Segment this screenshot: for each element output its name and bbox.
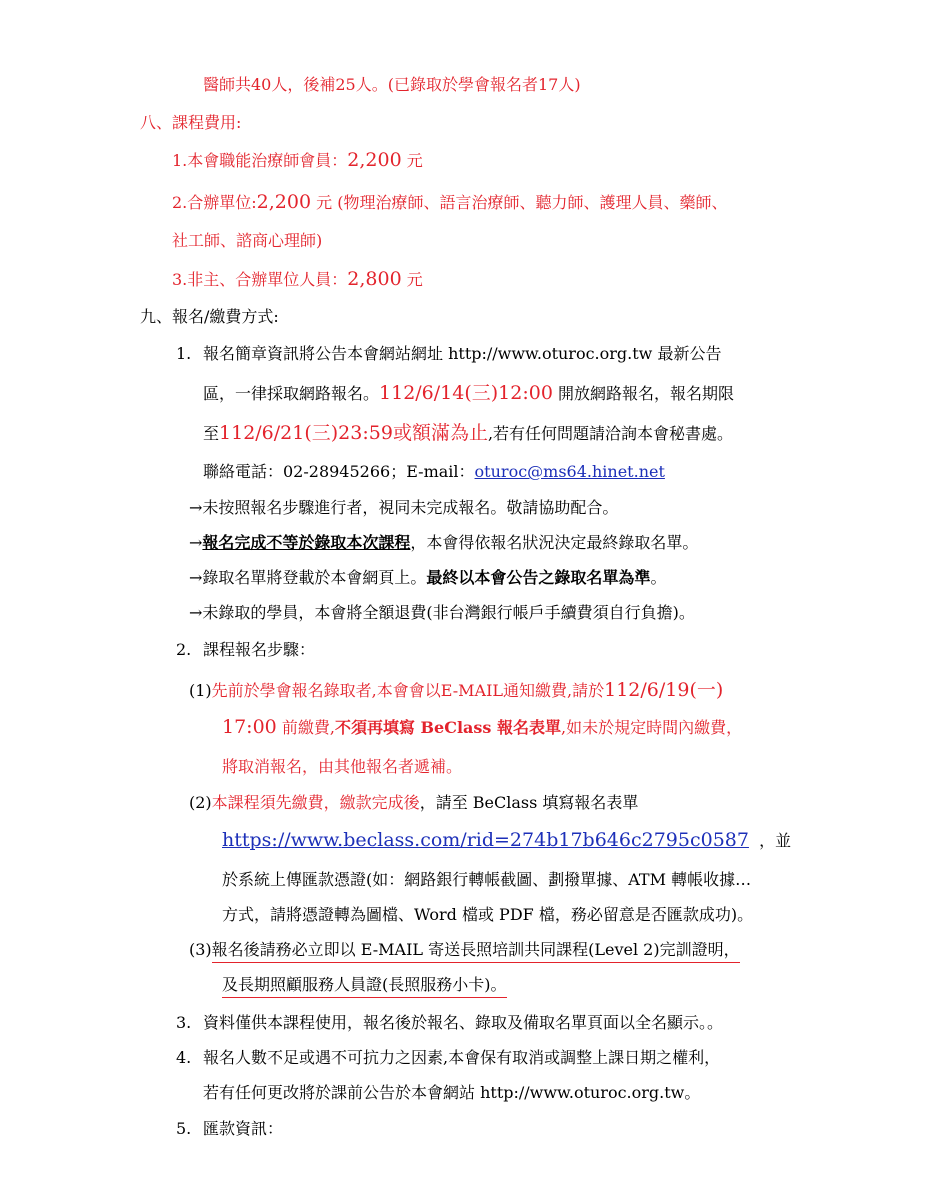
reg-item-3-number: 3.: [176, 1013, 192, 1032]
reg-item-4-number: 4.: [176, 1048, 192, 1067]
step-2-line-a: (2)本課程須先繳費，繳款完成後，請至 BeClass 填寫報名表單: [189, 793, 639, 812]
step-2-line-d: 方式，請將憑證轉為圖檔、Word 檔或 PDF 檔，務必留意是否匯款成功)。: [222, 905, 754, 924]
reg-item-1-line-c: 至112/6/21(三)23:59或額滿為止,若有任何問題請洽詢本會秘書處。: [203, 422, 734, 444]
contact-line: 聯絡電話：02-28945266；E-mail：oturoc@ms64.hinet.net: [203, 462, 665, 481]
quota-line: 醫師共40人，後補25人。(已錄取於學會報名者17人): [203, 75, 581, 94]
step-1-line-b: 17:00 前繳費,不須再填寫 BeClass 報名表單,如未於規定時間內繳費，: [222, 716, 743, 738]
step-1-line-c: 將取消報名，由其他報名者遞補。: [222, 757, 463, 776]
reg-item-3-text: 資料僅供本課程使用，報名後於報名、錄取及備取名單頁面以全名顯示。。: [203, 1013, 724, 1032]
fee-item-partner: 2.合辦單位:2,200 元 (物理治療師、語言治療師、聽力師、護理人員、藥師、: [172, 191, 728, 213]
reg-item-1-line-a: 報名簡章資訊將公告本會網站網址 http://www.oturoc.org.tw 最新公告: [203, 344, 722, 363]
reg-item-5-number: 5.: [176, 1119, 192, 1138]
fee-item-nonmember: 3.非主、合辦單位人員：2,800 元: [172, 268, 423, 290]
reg-item-4-line-b: 若有任何更改將於課前公告於本會網站 http://www.oturoc.org.tw。: [203, 1083, 701, 1102]
beclass-form-link[interactable]: https://www.beclass.com/rid=274b17b646c2795c0587: [222, 829, 749, 851]
reg-item-2-number: 2.: [176, 640, 192, 659]
reg-item-1-number: 1.: [176, 344, 192, 363]
reg-item-2-title: 課程報名步驟：: [203, 640, 316, 659]
step-2-line-c: 於系統上傳匯款憑證(如：網路銀行轉帳截圖、劃撥單據、ATM 轉帳收據…: [222, 870, 752, 889]
note-final-list: →錄取名單將登載於本會網頁上。最終以本會公告之錄取名單為準。: [189, 568, 667, 587]
fee-item-partner-cont: 社工師、諮商心理師): [172, 231, 323, 250]
step-2-line-b: https://www.beclass.com/rid=274b17b646c2795c0587 ，並: [222, 829, 792, 851]
contact-email-link[interactable]: oturoc@ms64.hinet.net: [474, 462, 665, 481]
step-1-line-a: (1)先前於學會報名錄取者,本會會以E-MAIL通知繳費,請於112/6/19(一): [189, 679, 724, 701]
reg-item-1-line-b: 區，一律採取網路報名。112/6/14(三)12:00 開放網路報名，報名期限: [203, 382, 735, 404]
fee-heading: 八、課程費用:: [140, 113, 242, 132]
note-incomplete: →未按照報名步驟進行者，視同未完成報名。敬請協助配合。: [189, 498, 619, 517]
fee-item-member: 1.本會職能治療師會員：2,200 元: [172, 149, 423, 171]
note-not-admitted: →報名完成不等於錄取本次課程，本會得依報名狀況決定最終錄取名單。: [189, 533, 699, 552]
reg-item-4-line-a: 報名人數不足或遇不可抗力之因素,本會保有取消或調整上課日期之權利，: [203, 1048, 721, 1067]
step-3-line-b: 及長期照顧服務人員證(長照服務小卡)。: [222, 977, 507, 993]
note-refund: →未錄取的學員，本會將全額退費(非台灣銀行帳戶手續費須自行負擔)。: [189, 603, 695, 622]
registration-heading: 九、報名/繳費方式:: [140, 307, 279, 326]
step-3-line-a: (3)報名後請務必立即以 E-MAIL 寄送長照培訓共同課程(Level 2)完訓證明，: [189, 942, 740, 958]
reg-item-5-text: 匯款資訊：: [203, 1119, 284, 1138]
